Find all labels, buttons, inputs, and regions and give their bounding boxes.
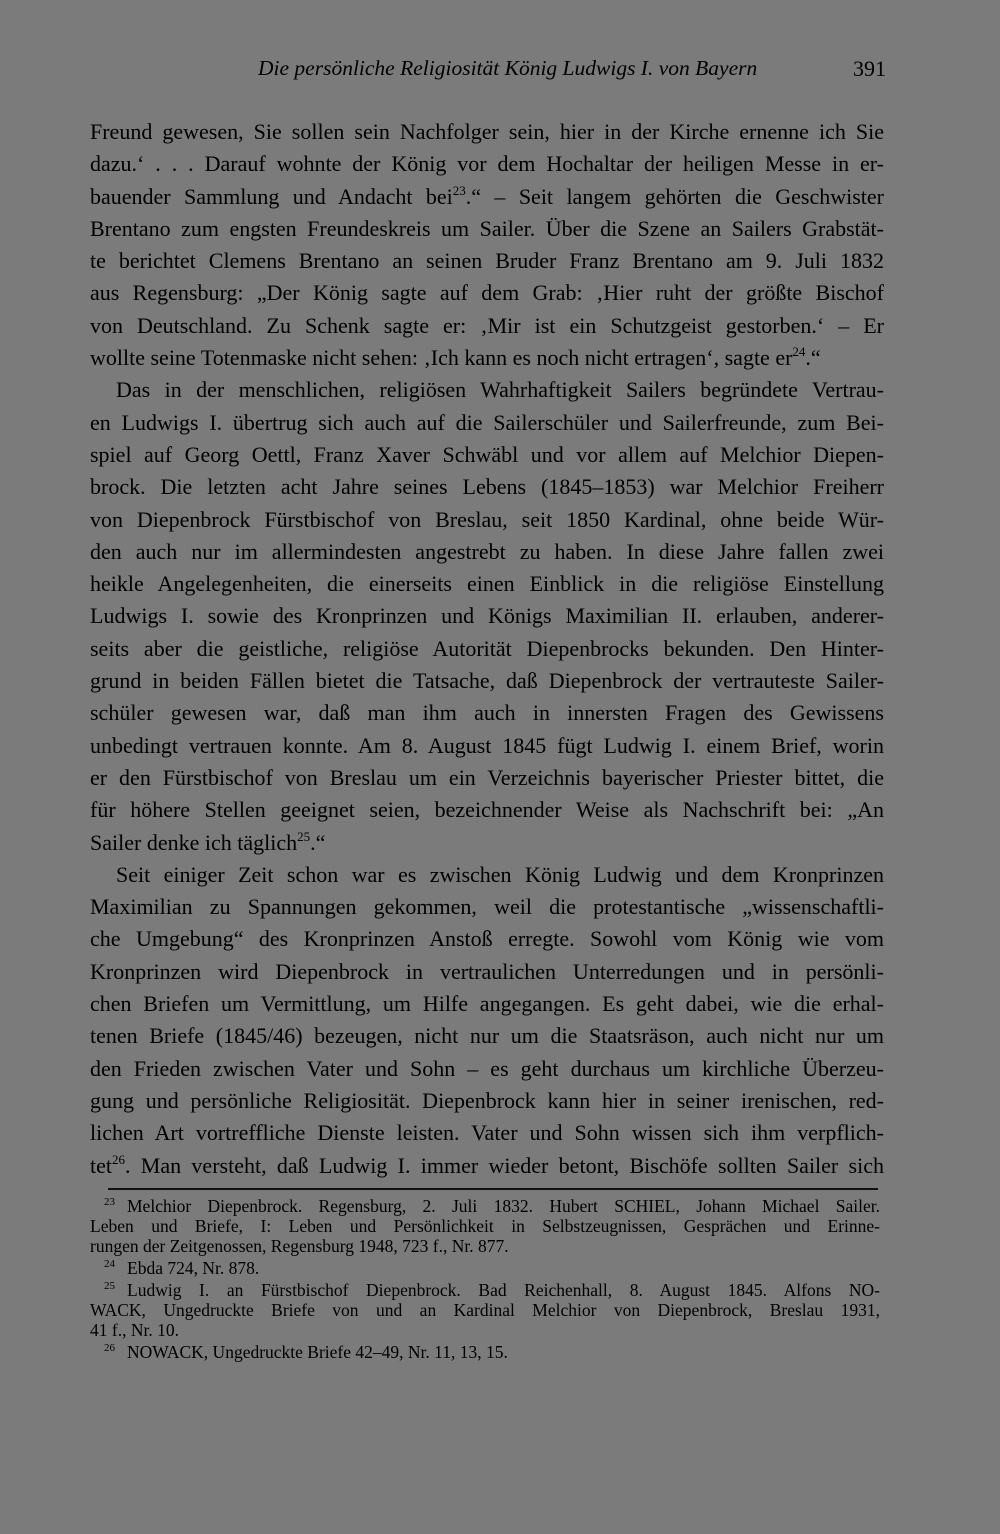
page-number: 391: [853, 56, 886, 81]
text-line: Freund gewesen, Sie sollen sein Nachfolger sein, hier in der Kirche ernenne ich Sie: [90, 119, 884, 144]
text-line: den auch nur im allermindesten angestrebt zu haben. In diese Jahre fallen zwei: [90, 538, 884, 564]
text-line: bauender Sammlung und Andacht bei$^{23}$.“ – Seit langem gehörten die Geschwister: [90, 182, 884, 209]
footnote: [90, 1280, 880, 1340]
text-line: chen Briefen um Vermittlung, um Hilfe angegangen. Es geht dabei, wie die erhal-: [90, 991, 884, 1017]
text-line: Das in der menschlichen, religiösen Wahrhaftigkeit Sailers begründete Vertrau-: [116, 377, 884, 403]
text-line: lichen Art vortreffliche Dienste leisten. Vater und Sohn wissen sich ihm verpflich-: [90, 1120, 884, 1146]
footnote-line: $^{23}$ Melchior Diepenbrock. Regensburg, 2. Juli 1832. Hubert SCHIEL, Johann Michael Sailer.: [104, 1196, 880, 1216]
text-line: Maximilian zu Spannungen gekommen, weil die protestantische „wissenschaftli-: [90, 894, 884, 920]
footnote-ref: 26: [112, 1151, 125, 1167]
text-line: heikle Angelegenheiten, die einerseits einen Einblick in die religiöse Einstellung: [90, 571, 884, 597]
text-line: grund in beiden Fällen bietet die Tatsache, daß Diepenbrock der vertrauteste Sailer-: [90, 668, 884, 694]
text-line: Brentano zum engsten Freundeskreis um Sailer. Über die Szene an Sailers Grabstät-: [90, 215, 884, 241]
text-line: unbedingt vertrauen konnte. Am 8. August 1845 fügt Ludwig I. einem Brief, worin: [90, 732, 884, 758]
footnote-number: 23: [104, 1196, 115, 1208]
footnote-number: 24: [104, 1258, 115, 1270]
text-line: gung und persönliche Religiosität. Diepenbrock kann hier in seiner irenischen, red-: [90, 1087, 884, 1113]
footnote-line: rungen der Zeitgenossen, Regensburg 1948, 723 f., Nr. 877.: [90, 1236, 509, 1256]
text-line: wollte seine Totenmaske nicht sehen: ‚Ich kann es noch nicht ertragen‘, sagte $er^{24}.“$: [90, 344, 821, 371]
footnote: [90, 1258, 880, 1278]
footnote-number: 25: [104, 1280, 115, 1292]
footnote-separator: [108, 1188, 878, 1190]
footnote-line: 41 f., Nr. 10.: [90, 1320, 179, 1340]
text-line: tet$^{26}$. Man versteht, daß Ludwig I. immer wieder betont, Bischöfe sollten Sailer sich: [90, 1151, 884, 1178]
text-line: schüler gewesen war, daß man ihm auch in innersten Fragen des Gewissens: [90, 700, 884, 726]
footnote-ref: 25: [297, 828, 311, 844]
text-line: en Ludwigs I. übertrug sich auch auf die Sailerschüler und Sailerfreunde, zum Bei-: [90, 409, 884, 435]
text-line: dazu.‘ . . . Darauf wohnte der König vor dem Hochaltar der heiligen Messe in er-: [90, 151, 884, 177]
running-header: [90, 52, 890, 88]
text-line: spiel auf Georg Oettl, Franz Xaver Schwäbl und vor allem auf Melchior Diepen-: [90, 441, 884, 467]
text-line: Sailer denke ich täglich$^{25}$.“: [90, 828, 326, 855]
footnotes: [90, 1196, 880, 1364]
footnote: [90, 1196, 880, 1256]
text-line: von Diepenbrock Fürstbischof von Breslau, seit 1850 Kardinal, ohne beide Wür-: [90, 506, 884, 532]
text-line: Kronprinzen wird Diepenbrock in vertraulichen Unterredungen und in persönli-: [90, 958, 884, 984]
text-line: Seit einiger Zeit schon war es zwischen König Ludwig und dem Kronprinzen: [116, 861, 884, 887]
footnote-line: WACK, Ungedruckte Briefe von und an Kardinal Melchior von Diepenbrock, Breslau 1931,: [90, 1300, 880, 1320]
text-line: te berichtet Clemens Brentano an seinen Bruder Franz Brentano am 9. Juli 1832: [90, 248, 884, 274]
footnote-ref: 23: [452, 182, 466, 198]
footnote-line: $^{24}$ Ebda 724, Nr. 878.: [104, 1258, 260, 1278]
text-line: aus Regensburg: „Der König sagte auf dem Grab: ‚Hier ruht der größte Bischof: [90, 280, 884, 306]
footnote-line: Leben und Briefe, I: Leben und Persönlichkeit in Selbstzeugnissen, Gesprächen und Erinne-: [90, 1216, 880, 1236]
text-line: tenen Briefe (1845/46) bezeugen, nicht nur um die Staatsräson, auch nicht nur um: [90, 1023, 884, 1049]
footnote-ref: 24: [792, 344, 806, 360]
text-line: er den Fürstbischof von Breslau um ein Verzeichnis bayerischer Priester bittet, die: [90, 764, 884, 790]
running-title: Die persönliche Religiosität König Ludwigs I. von Bayern: [258, 56, 758, 80]
text-line: seits aber die geistliche, religiöse Autorität Diepenbrocks bekunden. Den Hinter-: [90, 635, 884, 661]
footnote-number: 26: [104, 1342, 115, 1354]
footnote-line: $^{26}$ NOWACK, Ungedruckte Briefe 42–49, Nr. 11, 13, 15.: [104, 1342, 508, 1362]
text-line: brock. Die letzten acht Jahre seines Lebens (1845–1853) war Melchior Freiherr: [90, 474, 884, 500]
main-text: [90, 116, 884, 1182]
text-line: für höhere Stellen geeignet seien, bezeichnender Weise als Nachschrift bei: „An: [90, 797, 884, 823]
text-line: Ludwigs I. sowie des Kronprinzen und Königs Maximilian II. erlauben, anderer-: [90, 603, 884, 629]
text-line: den Frieden zwischen Vater und Sohn – es geht durchaus um kirchliche Überzeu-: [90, 1055, 884, 1081]
footnote-line: $^{25}$ Ludwig I. an Fürstbischof Diepenbrock. Bad Reichenhall, 8. August 1845. Alfons NO-: [104, 1280, 880, 1300]
text-line: che Umgebung“ des Kronprinzen Anstoß erregte. Sowohl vom König wie vom: [90, 926, 884, 952]
footnote: [90, 1342, 880, 1362]
text-line: von Deutschland. Zu Schenk sagte er: ‚Mir ist ein Schutzgeist gestorben.‘ – Er: [90, 312, 884, 338]
